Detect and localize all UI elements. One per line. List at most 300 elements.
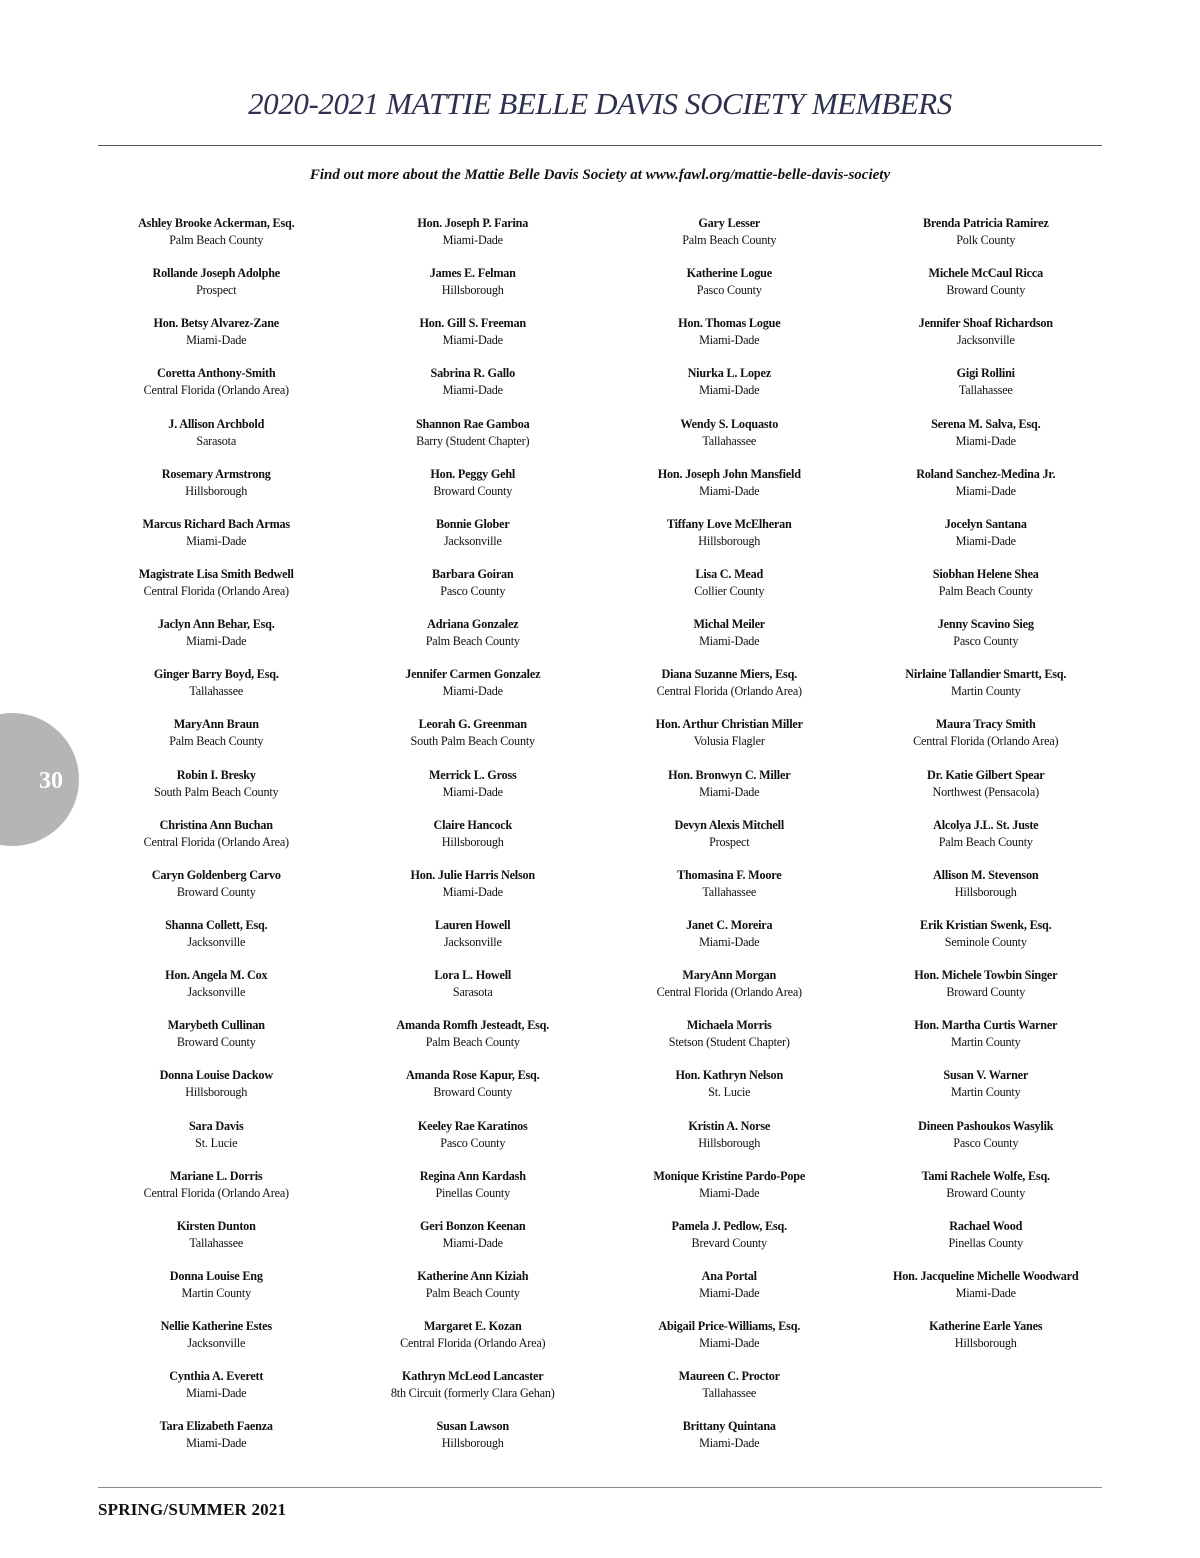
member-chapter: Pinellas County <box>948 1235 1024 1250</box>
member-chapter: Miami-Dade <box>955 433 1016 448</box>
member-name: Sabrina R. Gallo <box>430 366 515 381</box>
member-entry <box>345 566 602 616</box>
member-chapter: Barry (Student Chapter) <box>416 433 530 448</box>
member-chapter: Martin County <box>950 1085 1021 1100</box>
member-chapter: Central Florida (Orlando Area) <box>143 583 289 598</box>
member-entry <box>601 767 858 817</box>
member-entry <box>345 716 602 766</box>
member-chapter: Sarasota <box>452 985 493 1000</box>
member-name: Hon. Thomas Logue <box>678 316 781 331</box>
member-chapter: Broward County <box>176 1035 256 1050</box>
member-entry <box>88 215 345 265</box>
member-chapter: Jacksonville <box>443 934 502 949</box>
member-chapter: St. Lucie <box>708 1085 751 1100</box>
member-entry <box>858 315 1115 365</box>
page-number: 30 <box>39 768 63 794</box>
member-chapter: Hillsborough <box>441 1436 504 1451</box>
member-name: Lisa C. Mead <box>695 566 764 581</box>
member-name: Pamela J. Pedlow, Esq. <box>671 1218 787 1233</box>
member-entry <box>345 1318 602 1368</box>
member-name: Katherine Earle Yanes <box>929 1319 1043 1334</box>
members-column-2 <box>345 215 602 1469</box>
member-name: Wendy S. Loquasto <box>680 416 779 431</box>
member-chapter: Martin County <box>181 1285 251 1300</box>
member-entry <box>88 1318 345 1368</box>
member-chapter: Miami-Dade <box>186 634 247 649</box>
member-entry <box>601 967 858 1017</box>
member-name: Jocelyn Santana <box>944 516 1027 531</box>
member-chapter: Jacksonville <box>956 333 1015 348</box>
member-entry <box>858 1218 1115 1268</box>
member-entry <box>601 215 858 265</box>
member-name: Ana Portal <box>701 1268 757 1283</box>
member-chapter: Hillsborough <box>185 483 248 498</box>
member-name: Lora L. Howell <box>434 968 512 983</box>
member-chapter: Jacksonville <box>187 934 246 949</box>
member-entry <box>345 1368 602 1418</box>
member-name: Erik Kristian Swenk, Esq. <box>920 917 1052 932</box>
member-name: Devyn Alexis Mitchell <box>674 817 785 832</box>
member-chapter: Central Florida (Orlando Area) <box>143 383 289 398</box>
member-name: Merrick L. Gross <box>428 767 517 782</box>
member-entry <box>88 1067 345 1117</box>
member-chapter: Pasco County <box>440 1135 506 1150</box>
member-entry <box>601 1418 858 1468</box>
member-name: Marcus Richard Bach Armas <box>142 516 290 531</box>
member-name: Claire Hancock <box>433 817 513 832</box>
member-chapter: Miami-Dade <box>699 634 760 649</box>
member-name: Susan V. Warner <box>943 1068 1029 1083</box>
member-entry <box>88 1017 345 1067</box>
member-name: Magistrate Lisa Smith Bedwell <box>138 566 294 581</box>
member-name: Susan Lawson <box>436 1419 509 1434</box>
member-chapter: Miami-Dade <box>699 1336 760 1351</box>
member-name: Hon. Michele Towbin Singer <box>914 968 1058 983</box>
member-chapter: Central Florida (Orlando Area) <box>656 684 802 699</box>
member-chapter: Miami-Dade <box>955 1285 1016 1300</box>
member-entry <box>88 315 345 365</box>
member-name: Shanna Collett, Esq. <box>165 917 268 932</box>
member-entry <box>858 416 1115 466</box>
member-entry <box>345 1218 602 1268</box>
member-name: Roland Sanchez-Medina Jr. <box>916 466 1056 481</box>
member-name: Hon. Gill S. Freeman <box>419 316 526 331</box>
member-chapter: Sarasota <box>196 433 237 448</box>
member-name: Nirlaine Tallandier Smartt, Esq. <box>905 667 1067 682</box>
member-name: Hon. Betsy Alvarez-Zane <box>153 316 279 331</box>
member-chapter: Palm Beach County <box>169 233 264 247</box>
member-entry <box>601 315 858 365</box>
member-entry <box>345 1017 602 1067</box>
member-entry <box>858 917 1115 967</box>
member-name: Caryn Goldenberg Carvo <box>151 867 281 882</box>
member-chapter: Central Florida (Orlando Area) <box>913 734 1059 749</box>
member-entry <box>345 867 602 917</box>
member-chapter: Pasco County <box>953 1135 1019 1150</box>
member-entry <box>858 566 1115 616</box>
member-name: Serena M. Salva, Esq. <box>931 416 1041 431</box>
issue-footer: SPRING/SUMMER 2021 <box>98 1500 287 1519</box>
member-entry <box>345 265 602 315</box>
member-name: Thomasina F. Moore <box>677 867 782 882</box>
member-chapter: Miami-Dade <box>699 383 760 398</box>
member-chapter: Palm Beach County <box>425 1035 520 1050</box>
member-name: Rollande Joseph Adolphe <box>152 266 280 281</box>
member-name: Tiffany Love McElheran <box>666 516 792 531</box>
member-entry <box>88 516 345 566</box>
member-chapter: Jacksonville <box>187 985 246 1000</box>
member-name: Michal Meiler <box>693 617 765 632</box>
title-divider <box>98 145 1102 146</box>
member-chapter: Miami-Dade <box>442 784 503 799</box>
member-chapter: Hillsborough <box>698 1135 761 1150</box>
member-entry <box>345 1168 602 1218</box>
member-chapter: Miami-Dade <box>442 1235 503 1250</box>
member-entry <box>601 265 858 315</box>
member-chapter: Seminole County <box>944 934 1027 949</box>
member-name: Diana Suzanne Miers, Esq. <box>661 667 797 682</box>
member-chapter: Palm Beach County <box>169 734 264 749</box>
member-entry <box>601 867 858 917</box>
member-chapter: Miami-Dade <box>442 383 503 398</box>
member-chapter: Martin County <box>950 1035 1021 1050</box>
member-entry <box>601 1067 858 1117</box>
member-name: Margaret E. Kozan <box>423 1319 522 1334</box>
member-entry <box>345 365 602 415</box>
member-chapter: Miami-Dade <box>699 333 760 348</box>
member-chapter: Tallahassee <box>702 884 757 899</box>
member-chapter: Miami-Dade <box>699 483 760 498</box>
member-chapter: Miami-Dade <box>442 684 503 699</box>
member-chapter: Broward County <box>946 283 1026 298</box>
member-chapter: Hillsborough <box>441 283 504 298</box>
member-name: Michele McCaul Ricca <box>928 266 1043 281</box>
member-name: Kirsten Dunton <box>176 1218 256 1233</box>
member-name: Shannon Rae Gamboa <box>415 416 530 431</box>
member-entry <box>345 466 602 516</box>
member-entry <box>858 1318 1115 1368</box>
member-chapter: Broward County <box>176 884 256 899</box>
member-chapter: Pinellas County <box>435 1185 511 1200</box>
member-name: Hon. Peggy Gehl <box>430 466 516 481</box>
member-name: Nellie Katherine Estes <box>160 1319 272 1334</box>
member-entry <box>601 666 858 716</box>
member-name: Leorah G. Greenman <box>418 717 527 732</box>
member-chapter: South Palm Beach County <box>154 784 279 799</box>
member-chapter: Tallahassee <box>189 1235 244 1250</box>
member-entry <box>858 967 1115 1017</box>
member-entry <box>88 1268 345 1318</box>
member-entry <box>858 867 1115 917</box>
member-name: Hon. Martha Curtis Warner <box>914 1018 1058 1033</box>
member-entry <box>345 1118 602 1168</box>
member-entry <box>858 215 1115 265</box>
member-entry <box>345 917 602 967</box>
member-entry <box>601 1218 858 1268</box>
member-name: J. Allison Archbold <box>168 416 265 431</box>
member-entry <box>858 1268 1115 1318</box>
member-chapter: Volusia Flagler <box>693 734 765 749</box>
member-entry <box>88 365 345 415</box>
member-entry <box>88 466 345 516</box>
member-entry <box>601 1168 858 1218</box>
member-entry <box>858 666 1115 716</box>
member-name: Niurka L. Lopez <box>687 366 771 381</box>
member-entry <box>858 1168 1115 1218</box>
members-column-1 <box>88 215 345 1469</box>
member-name: Maureen C. Proctor <box>678 1369 780 1384</box>
member-name: Siobhan Helene Shea <box>932 566 1039 581</box>
member-name: Amanda Rose Kapur, Esq. <box>406 1068 540 1083</box>
member-entry <box>88 1118 345 1168</box>
member-chapter: Hillsborough <box>698 533 761 548</box>
member-entry <box>858 616 1115 666</box>
member-chapter: Central Florida (Orlando Area) <box>143 1185 289 1200</box>
member-name: Hon. Julie Harris Nelson <box>410 867 536 882</box>
member-entry <box>601 1017 858 1067</box>
member-chapter: Palm Beach County <box>425 634 520 649</box>
member-entry <box>345 616 602 666</box>
member-entry <box>601 917 858 967</box>
member-entry <box>601 817 858 867</box>
page-title: 2020-2021 MATTIE BELLE DAVIS SOCIETY MEMBERS <box>248 86 952 121</box>
member-entry <box>858 716 1115 766</box>
member-chapter: Miami-Dade <box>442 233 503 247</box>
member-entry <box>88 716 345 766</box>
members-columns <box>88 215 1114 1469</box>
member-name: Jennifer Carmen Gonzalez <box>405 667 541 682</box>
member-name: Jaclyn Ann Behar, Esq. <box>157 617 275 632</box>
member-name: Marybeth Cullinan <box>167 1018 265 1033</box>
member-chapter: Stetson (Student Chapter) <box>668 1035 790 1050</box>
member-entry <box>858 365 1115 415</box>
member-entry <box>601 566 858 616</box>
member-chapter: Martin County <box>950 684 1021 699</box>
member-entry <box>88 1368 345 1418</box>
member-chapter: Miami-Dade <box>699 784 760 799</box>
member-entry <box>88 616 345 666</box>
member-entry <box>345 215 602 265</box>
member-entry <box>858 265 1115 315</box>
member-chapter: Miami-Dade <box>442 884 503 899</box>
member-name: Tara Elizabeth Faenza <box>159 1419 273 1434</box>
member-chapter: Broward County <box>946 1185 1026 1200</box>
member-name: Gary Lesser <box>698 216 761 230</box>
member-chapter: Brevard County <box>691 1235 767 1250</box>
member-entry <box>345 767 602 817</box>
member-entry <box>88 767 345 817</box>
member-chapter: Northwest (Pensacola) <box>932 784 1039 799</box>
member-chapter: Palm Beach County <box>425 1285 520 1300</box>
member-name: Dr. Katie Gilbert Spear <box>927 767 1045 782</box>
member-entry <box>345 666 602 716</box>
member-chapter: Central Florida (Orlando Area) <box>143 834 289 849</box>
member-entry <box>858 466 1115 516</box>
member-name: Kathryn McLeod Lancaster <box>402 1369 544 1384</box>
member-entry <box>858 767 1115 817</box>
member-name: Ginger Barry Boyd, Esq. <box>153 667 279 682</box>
member-entry <box>88 666 345 716</box>
member-name: Hon. Angela M. Cox <box>165 968 268 983</box>
member-name: Monique Kristine Pardo-Pope <box>653 1168 806 1183</box>
member-name: Hon. Arthur Christian Miller <box>655 717 803 732</box>
member-name: Geri Bonzon Keenan <box>420 1218 526 1233</box>
member-name: Donna Louise Eng <box>169 1268 263 1283</box>
member-name: Brenda Patricia Ramirez <box>922 216 1049 230</box>
member-chapter: Central Florida (Orlando Area) <box>400 1336 546 1351</box>
member-chapter: Miami-Dade <box>699 1436 760 1451</box>
member-name: Hon. Joseph John Mansfield <box>657 466 801 481</box>
member-name: Janet C. Moreira <box>686 917 773 932</box>
member-name: Cynthia A. Everett <box>169 1369 264 1384</box>
member-chapter: Palm Beach County <box>682 233 777 247</box>
member-name: Jennifer Shoaf Richardson <box>918 316 1053 331</box>
member-entry <box>858 1067 1115 1117</box>
member-entry <box>345 967 602 1017</box>
member-chapter: Miami-Dade <box>699 934 760 949</box>
member-chapter: Miami-Dade <box>699 1185 760 1200</box>
member-entry <box>858 817 1115 867</box>
member-chapter: Tallahassee <box>958 383 1013 398</box>
member-entry <box>601 716 858 766</box>
member-name: MaryAnn Morgan <box>682 968 777 983</box>
member-name: Lauren Howell <box>435 917 511 932</box>
member-chapter: Miami-Dade <box>442 333 503 348</box>
member-chapter: Hillsborough <box>441 834 504 849</box>
member-chapter: Palm Beach County <box>938 583 1033 598</box>
member-chapter: Jacksonville <box>187 1336 246 1351</box>
member-name: Gigi Rollini <box>956 366 1015 381</box>
member-entry <box>88 1218 345 1268</box>
member-chapter: Prospect <box>196 283 237 298</box>
member-name: Hon. Bronwyn C. Miller <box>668 767 791 782</box>
member-name: Alcolya J.L. St. Juste <box>933 817 1039 832</box>
member-chapter: 8th Circuit (formerly Clara Gehan) <box>390 1386 555 1401</box>
member-chapter: Tallahassee <box>702 433 757 448</box>
member-chapter: Miami-Dade <box>955 483 1016 498</box>
member-chapter: Tallahassee <box>189 684 244 699</box>
member-chapter: Pasco County <box>696 283 762 298</box>
member-name: Keeley Rae Karatinos <box>417 1118 528 1133</box>
member-chapter: Jacksonville <box>443 533 502 548</box>
member-name: Hon. Jacqueline Michelle Woodward <box>893 1268 1079 1283</box>
member-entry <box>345 315 602 365</box>
members-column-4 <box>858 215 1115 1469</box>
member-entry <box>601 1118 858 1168</box>
member-chapter: Pasco County <box>953 634 1019 649</box>
member-name: Bonnie Glober <box>435 516 510 531</box>
member-name: Amanda Romfh Jesteadt, Esq. <box>396 1018 550 1033</box>
member-name: Brittany Quintana <box>682 1419 776 1434</box>
member-entry <box>345 416 602 466</box>
member-chapter: Prospect <box>709 834 750 849</box>
member-chapter: Collier County <box>694 583 765 598</box>
member-name: Katherine Logue <box>686 266 772 281</box>
member-name: Christina Ann Buchan <box>159 817 273 832</box>
member-entry <box>345 1067 602 1117</box>
member-entry <box>88 1168 345 1218</box>
member-name: Maura Tracy Smith <box>935 717 1036 732</box>
member-chapter: Miami-Dade <box>186 533 247 548</box>
member-entry <box>345 1418 602 1468</box>
member-entry <box>858 516 1115 566</box>
member-chapter: Palm Beach County <box>938 834 1033 849</box>
member-chapter: Miami-Dade <box>699 1285 760 1300</box>
member-chapter: Miami-Dade <box>955 533 1016 548</box>
member-name: Tami Rachele Wolfe, Esq. <box>921 1168 1050 1183</box>
member-entry <box>858 1118 1115 1168</box>
member-name: Mariane L. Dorris <box>170 1168 263 1183</box>
member-entry <box>88 416 345 466</box>
member-name: Hon. Joseph P. Farina <box>417 216 529 230</box>
member-name: Coretta Anthony-Smith <box>157 366 276 381</box>
member-chapter: Broward County <box>946 985 1026 1000</box>
member-name: Dineen Pashoukos Wasylik <box>918 1118 1054 1133</box>
member-entry <box>601 616 858 666</box>
member-name: Barbara Goiran <box>432 566 514 581</box>
member-name: Michaela Morris <box>686 1018 772 1033</box>
member-entry <box>601 365 858 415</box>
member-name: Rosemary Armstrong <box>161 466 271 481</box>
member-entry <box>88 566 345 616</box>
member-entry <box>345 817 602 867</box>
member-name: Allison M. Stevenson <box>933 867 1039 882</box>
member-chapter: Hillsborough <box>185 1085 248 1100</box>
member-entry <box>88 1418 345 1468</box>
member-entry <box>88 967 345 1017</box>
member-name: MaryAnn Braun <box>173 717 259 732</box>
member-chapter: Broward County <box>433 1085 513 1100</box>
member-chapter: Polk County <box>956 233 1016 247</box>
member-chapter: St. Lucie <box>195 1135 238 1150</box>
society-info-link: Find out more about the Mattie Belle Davis Society at www.fawl.org/mattie-belle-davis-society <box>309 167 891 183</box>
member-chapter: Broward County <box>433 483 513 498</box>
members-column-3 <box>601 215 858 1469</box>
member-entry <box>601 416 858 466</box>
member-name: Hon. Kathryn Nelson <box>675 1068 784 1083</box>
member-name: Sara Davis <box>188 1118 244 1133</box>
member-entry <box>858 1017 1115 1067</box>
member-name: Kristin A. Norse <box>688 1118 771 1133</box>
member-name: Abigail Price-Williams, Esq. <box>658 1319 801 1334</box>
member-entry <box>88 817 345 867</box>
member-chapter: Pasco County <box>440 583 506 598</box>
member-chapter: Miami-Dade <box>186 1386 247 1401</box>
member-entry <box>88 917 345 967</box>
member-name: James E. Felman <box>429 266 516 281</box>
member-chapter: Miami-Dade <box>186 1436 247 1451</box>
member-entry <box>601 1368 858 1418</box>
member-name: Ashley Brooke Ackerman, Esq. <box>138 216 295 230</box>
member-chapter: Tallahassee <box>702 1386 757 1401</box>
member-name: Regina Ann Kardash <box>419 1168 526 1183</box>
member-entry <box>601 466 858 516</box>
member-name: Rachael Wood <box>949 1218 1023 1233</box>
member-chapter: Central Florida (Orlando Area) <box>656 985 802 1000</box>
member-entry <box>601 1268 858 1318</box>
member-entry <box>601 516 858 566</box>
member-name: Donna Louise Dackow <box>159 1068 273 1083</box>
member-entry <box>88 265 345 315</box>
member-chapter: Hillsborough <box>954 884 1017 899</box>
member-name: Jenny Scavino Sieg <box>937 617 1034 632</box>
member-name: Robin I. Bresky <box>176 767 256 782</box>
member-chapter: Hillsborough <box>954 1336 1017 1351</box>
member-chapter: South Palm Beach County <box>410 734 535 749</box>
member-chapter: Miami-Dade <box>186 333 247 348</box>
footer-divider <box>98 1487 1102 1488</box>
member-entry <box>88 867 345 917</box>
